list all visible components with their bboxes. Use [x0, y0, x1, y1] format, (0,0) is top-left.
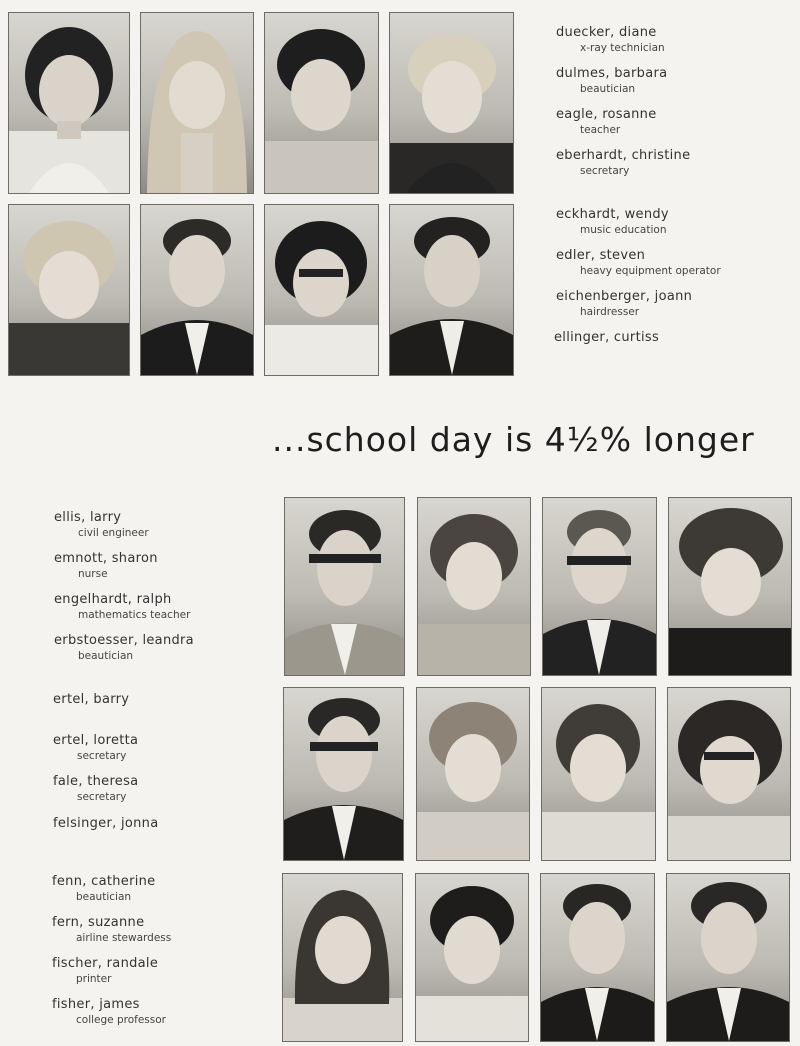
- page-headline: ...school day is 4½% longer: [272, 420, 755, 459]
- student-occupation: beautician: [78, 650, 134, 662]
- student-occupation: hairdresser: [580, 306, 640, 318]
- portrait-photo-erbstoesser: [668, 497, 792, 676]
- student-entry: [54, 592, 190, 621]
- portrait-photo-eberhardt: [389, 12, 514, 194]
- student-occupation: beautician: [76, 891, 132, 903]
- portrait-photo-ertel-loretta: [416, 687, 530, 861]
- student-entry: [556, 148, 690, 177]
- student-entry: [52, 874, 155, 903]
- portrait-photo-eichenberger: [264, 204, 379, 376]
- student-occupation: beautician: [580, 83, 636, 95]
- student-name: fale, theresa: [53, 774, 139, 789]
- student-entry: [556, 207, 669, 236]
- student-entry: [52, 956, 158, 985]
- student-name: edler, steven: [556, 248, 646, 263]
- student-entry: [556, 66, 667, 95]
- student-entry: [53, 692, 129, 707]
- student-name: engelhardt, ralph: [54, 592, 172, 607]
- student-occupation: mathematics teacher: [78, 609, 191, 621]
- student-name: eagle, rosanne: [556, 107, 657, 122]
- portrait-photo-fisher: [666, 873, 790, 1042]
- student-occupation: heavy equipment operator: [580, 265, 721, 277]
- portrait-photo-felsinger: [667, 687, 791, 861]
- student-occupation: secretary: [77, 750, 127, 762]
- student-name: fenn, catherine: [52, 874, 156, 889]
- student-entry: [53, 733, 138, 762]
- portrait-photo-ertel-barry: [283, 687, 404, 861]
- portrait-photo-ellinger: [389, 204, 514, 376]
- student-name: fischer, randale: [52, 956, 159, 971]
- student-entry: [52, 915, 171, 944]
- student-entry: [53, 816, 158, 831]
- student-entry: [54, 633, 194, 662]
- student-occupation: college professor: [76, 1014, 166, 1026]
- portrait-photo-eckhardt: [8, 204, 130, 376]
- student-entry: [52, 997, 166, 1026]
- student-occupation: secretary: [77, 791, 127, 803]
- student-entry: [556, 289, 692, 318]
- student-name: emnott, sharon: [54, 551, 158, 566]
- student-occupation: printer: [76, 973, 112, 985]
- student-name: fern, suzanne: [52, 915, 145, 930]
- student-entry: [53, 774, 138, 803]
- portrait-photo-emnott: [417, 497, 531, 676]
- student-name: erbstoesser, leandra: [54, 633, 194, 648]
- portrait-photo-ellis: [284, 497, 405, 676]
- student-name: fisher, james: [52, 997, 140, 1012]
- portrait-photo-engelhardt: [542, 497, 657, 676]
- student-name: eckhardt, wendy: [556, 207, 669, 222]
- student-name: duecker, diane: [556, 25, 657, 40]
- portrait-photo-fale: [541, 687, 656, 861]
- student-occupation: music education: [580, 224, 667, 236]
- student-entry: [556, 25, 665, 54]
- portrait-photo-fern: [415, 873, 529, 1042]
- student-occupation: secretary: [580, 165, 630, 177]
- portrait-photo-fischer: [540, 873, 655, 1042]
- student-name: eberhardt, christine: [556, 148, 691, 163]
- student-name: felsinger, jonna: [53, 816, 159, 831]
- student-entry: [556, 107, 657, 136]
- student-entry: [54, 551, 158, 580]
- student-occupation: teacher: [580, 124, 621, 136]
- student-occupation: nurse: [78, 568, 108, 580]
- student-occupation: civil engineer: [78, 527, 149, 539]
- student-name: dulmes, barbara: [556, 66, 668, 81]
- student-name: ellinger, curtiss: [554, 330, 660, 345]
- portrait-photo-edler: [140, 204, 254, 376]
- student-occupation: airline stewardess: [76, 932, 172, 944]
- student-entry: [554, 330, 659, 345]
- student-name: ellis, larry: [54, 510, 122, 525]
- student-entry: [54, 510, 149, 539]
- student-name: ertel, loretta: [53, 733, 139, 748]
- portrait-photo-dulmes: [140, 12, 254, 194]
- portrait-photo-duecker: [8, 12, 130, 194]
- student-name: eichenberger, joann: [556, 289, 693, 304]
- portrait-photo-eagle: [264, 12, 379, 194]
- portrait-photo-fenn: [282, 873, 403, 1042]
- student-occupation: x-ray technician: [580, 42, 665, 54]
- student-entry: [556, 248, 721, 277]
- student-name: ertel, barry: [53, 692, 130, 707]
